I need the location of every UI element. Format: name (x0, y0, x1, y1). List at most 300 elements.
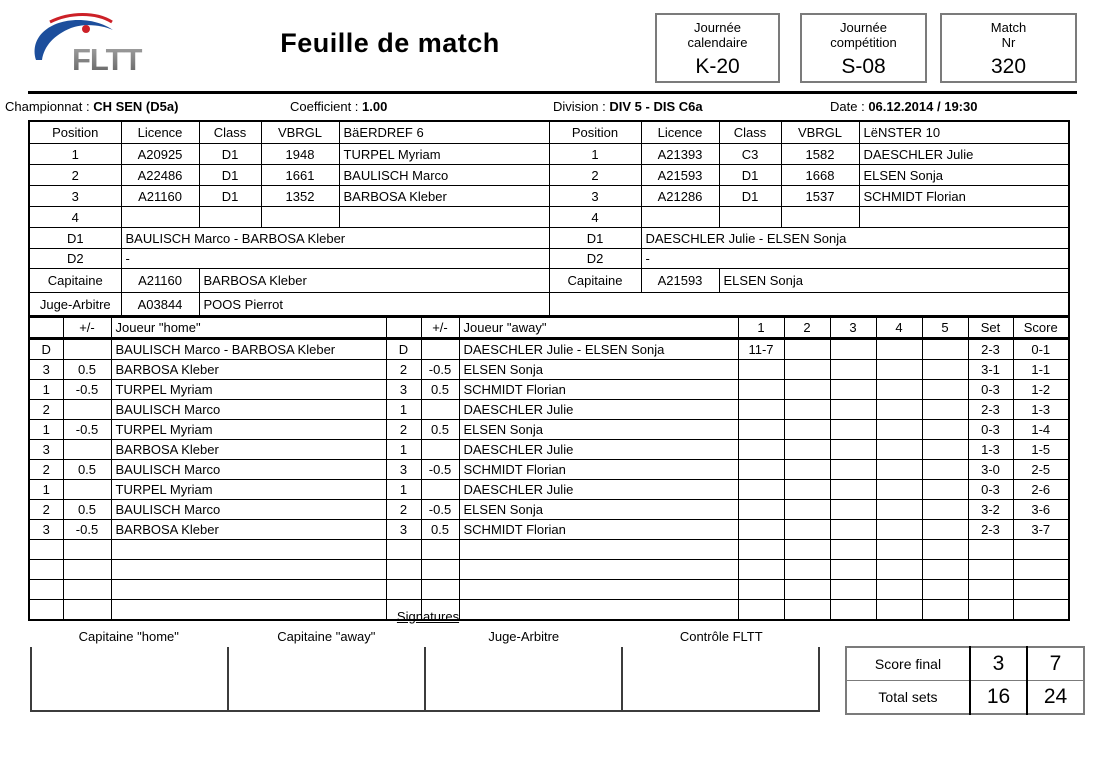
match-home-position: 2 (29, 500, 63, 520)
match-empty-cell (876, 600, 922, 621)
away-capitaine-licence: A21593 (641, 269, 719, 293)
match-empty-cell (29, 580, 63, 600)
match-away-player: DAESCHLER Julie (459, 400, 738, 420)
match-row (29, 440, 1069, 460)
away-capitaine-label: Capitaine (549, 269, 641, 293)
match-empty-cell (386, 540, 421, 560)
match-row (29, 400, 1069, 420)
division-field (553, 99, 703, 114)
match-away-position: 3 (386, 380, 421, 400)
roster-column-header: VBRGL (261, 121, 339, 144)
journee-competition-value: S-08 (841, 55, 886, 78)
match-game-4 (876, 339, 922, 360)
match-home-handicap (63, 440, 111, 460)
signatures-title: Signatures (396, 609, 460, 624)
match-game-2 (784, 480, 830, 500)
roster-column-header: Licence (641, 121, 719, 144)
match-empty-cell (111, 560, 386, 580)
journee-calendaire-box (655, 13, 780, 83)
home-player-position: 3 (29, 186, 121, 207)
home-player-licence: A22486 (121, 165, 199, 186)
match-game-3 (830, 500, 876, 520)
match-empty-cell (922, 580, 968, 600)
match-home-position: 2 (29, 460, 63, 480)
match-row (29, 500, 1069, 520)
match-empty-cell (784, 540, 830, 560)
score-final-label: Score final (846, 647, 970, 681)
total-sets-label: Total sets (846, 681, 970, 715)
match-away-position: 3 (386, 460, 421, 480)
coefficient-field (290, 99, 387, 114)
match-nr-box (940, 13, 1077, 83)
match-home-position: 3 (29, 440, 63, 460)
match-home-player: TURPEL Myriam (111, 380, 386, 400)
match-header-away: Joueur "away" (459, 316, 738, 339)
match-empty-row (29, 580, 1069, 600)
roster-header-row (29, 121, 1069, 144)
header-divider (28, 91, 1077, 94)
away-player-name: DAESCHLER Julie (859, 144, 1069, 165)
roster-player-row (29, 207, 1069, 228)
match-game-1 (738, 360, 784, 380)
match-score: 3-7 (1013, 520, 1069, 540)
match-home-handicap (63, 480, 111, 500)
match-empty-cell (830, 560, 876, 580)
match-home-handicap (63, 400, 111, 420)
roster-column-header: Class (199, 121, 261, 144)
match-set: 2-3 (968, 400, 1013, 420)
match-away-player: SCHMIDT Florian (459, 380, 738, 400)
match-empty-cell (830, 580, 876, 600)
match-away-position: D (386, 339, 421, 360)
match-game-5 (922, 339, 968, 360)
match-away-position: 2 (386, 360, 421, 380)
match-set: 2-3 (968, 520, 1013, 540)
match-score: 0-1 (1013, 339, 1069, 360)
match-empty-cell (459, 560, 738, 580)
match-empty-cell (922, 600, 968, 621)
home-capitaine-licence: A21160 (121, 269, 199, 293)
match-home-position: 1 (29, 420, 63, 440)
match-home-position: D (29, 339, 63, 360)
match-set: 1-3 (968, 440, 1013, 460)
roster-player-row (29, 186, 1069, 207)
roster-empty-cell (549, 293, 1069, 318)
match-game-2 (784, 440, 830, 460)
match-game-2 (784, 460, 830, 480)
match-empty-cell (29, 560, 63, 580)
match-game-4 (876, 500, 922, 520)
match-header-game-2: 2 (784, 316, 830, 339)
home-player-class: D1 (199, 186, 261, 207)
match-game-4 (876, 480, 922, 500)
journee-competition-box (800, 13, 927, 83)
box-label-line: Match (990, 20, 1027, 35)
match-empty-cell (968, 540, 1013, 560)
match-empty-cell (386, 580, 421, 600)
match-game-4 (876, 440, 922, 460)
match-home-handicap: -0.5 (63, 420, 111, 440)
match-empty-cell (421, 540, 459, 560)
match-empty-cell (876, 560, 922, 580)
away-player-name: SCHMIDT Florian (859, 186, 1069, 207)
home-player-vbrgl: 1948 (261, 144, 339, 165)
match-away-handicap (421, 400, 459, 420)
match-set: 3-2 (968, 500, 1013, 520)
home-capitaine-name: BARBOSA Kleber (199, 269, 549, 293)
home-player-class: D1 (199, 165, 261, 186)
match-table (28, 315, 1070, 621)
home-player-licence: A20925 (121, 144, 199, 165)
championnat-field (5, 99, 178, 114)
match-empty-cell (459, 580, 738, 600)
match-header-row (29, 316, 1069, 339)
match-empty-cell (459, 540, 738, 560)
match-empty-cell (968, 580, 1013, 600)
match-set: 3-0 (968, 460, 1013, 480)
match-empty-cell (1013, 580, 1069, 600)
match-header-score: Score (1013, 316, 1069, 339)
away-player-class: C3 (719, 144, 781, 165)
roster-column-header: VBRGL (781, 121, 859, 144)
match-home-player: BAULISCH Marco (111, 500, 386, 520)
match-game-4 (876, 520, 922, 540)
match-empty-cell (29, 540, 63, 560)
match-empty-cell (421, 560, 459, 580)
away-d2-pair: - (641, 249, 1069, 269)
match-away-player: ELSEN Sonja (459, 500, 738, 520)
controle-fltt-signature-label: Contrôle FLTT (679, 629, 763, 644)
match-score: 1-1 (1013, 360, 1069, 380)
match-home-player: BAULISCH Marco - BARBOSA Kleber (111, 339, 386, 360)
match-away-handicap (421, 440, 459, 460)
date-field (830, 99, 977, 114)
home-player-position: 1 (29, 144, 121, 165)
away-d1-label: D1 (549, 228, 641, 249)
match-away-position: 2 (386, 500, 421, 520)
away-player-name (859, 207, 1069, 228)
match-empty-cell (111, 580, 386, 600)
match-game-3 (830, 339, 876, 360)
match-game-5 (922, 360, 968, 380)
capitaine-away-signature-box (227, 647, 424, 710)
match-row (29, 360, 1069, 380)
match-game-2 (784, 520, 830, 540)
away-player-vbrgl: 1668 (781, 165, 859, 186)
match-score: 2-5 (1013, 460, 1069, 480)
match-home-position: 1 (29, 380, 63, 400)
away-player-position: 2 (549, 165, 641, 186)
match-home-player: BARBOSA Kleber (111, 360, 386, 380)
match-home-position: 2 (29, 400, 63, 420)
match-empty-cell (830, 600, 876, 621)
match-away-handicap: -0.5 (421, 500, 459, 520)
match-empty-cell (738, 540, 784, 560)
away-player-name: ELSEN Sonja (859, 165, 1069, 186)
home-player-vbrgl: 1661 (261, 165, 339, 186)
match-header-game-1: 1 (738, 316, 784, 339)
box-label-line: Journée (694, 20, 741, 35)
home-capitaine-label: Capitaine (29, 269, 121, 293)
away-d2-label: D2 (549, 249, 641, 269)
box-label-line: Journée (840, 20, 887, 35)
match-empty-cell (1013, 540, 1069, 560)
match-game-3 (830, 420, 876, 440)
match-nr-value: 320 (990, 55, 1027, 78)
match-game-5 (922, 500, 968, 520)
match-row (29, 380, 1069, 400)
fltt-logo-graphic (28, 10, 148, 72)
match-game-5 (922, 480, 968, 500)
score-final-home: 3 (970, 647, 1027, 681)
match-game-1 (738, 500, 784, 520)
signature-boxes (30, 647, 820, 712)
match-game-5 (922, 440, 968, 460)
match-away-handicap: -0.5 (421, 360, 459, 380)
roster-player-row (29, 144, 1069, 165)
roster-capitaine-row (29, 269, 1069, 293)
match-row (29, 339, 1069, 360)
away-player-class: D1 (719, 186, 781, 207)
away-player-class: D1 (719, 165, 781, 186)
championnat-label: Championnat : (5, 99, 90, 114)
match-header-game-5: 5 (922, 316, 968, 339)
home-player-class (199, 207, 261, 228)
box-label-line: compétition (830, 35, 897, 50)
match-game-3 (830, 400, 876, 420)
match-home-handicap (63, 339, 111, 360)
division-label: Division : (553, 99, 606, 114)
juge-arbitre-signature-box (424, 647, 621, 710)
match-home-player: TURPEL Myriam (111, 420, 386, 440)
home-player-name (339, 207, 549, 228)
away-player-licence: A21286 (641, 186, 719, 207)
match-game-4 (876, 360, 922, 380)
match-game-1 (738, 380, 784, 400)
match-game-3 (830, 440, 876, 460)
match-empty-cell (968, 560, 1013, 580)
match-game-5 (922, 520, 968, 540)
logo-red-dot (82, 25, 90, 33)
match-game-5 (922, 460, 968, 480)
match-away-player: ELSEN Sonja (459, 360, 738, 380)
match-game-1: 11-7 (738, 339, 784, 360)
match-away-player: ELSEN Sonja (459, 420, 738, 440)
match-game-2 (784, 380, 830, 400)
box-label-line: calendaire (687, 35, 748, 50)
match-game-3 (830, 520, 876, 540)
match-empty-cell (876, 540, 922, 560)
away-capitaine-name: ELSEN Sonja (719, 269, 1069, 293)
match-away-player: SCHMIDT Florian (459, 520, 738, 540)
controle-fltt-signature-box (621, 647, 820, 710)
score-final-away: 7 (1027, 647, 1084, 681)
roster-column-header: Position (549, 121, 641, 144)
roster-table (28, 120, 1070, 318)
match-game-2 (784, 360, 830, 380)
home-player-position: 4 (29, 207, 121, 228)
match-game-1 (738, 480, 784, 500)
match-away-handicap: 0.5 (421, 380, 459, 400)
roster-double1-row (29, 228, 1069, 249)
match-home-player: TURPEL Myriam (111, 480, 386, 500)
journee-calendaire-value: K-20 (695, 55, 740, 78)
match-game-1 (738, 440, 784, 460)
match-score: 1-4 (1013, 420, 1069, 440)
match-home-player: BARBOSA Kleber (111, 520, 386, 540)
match-away-position: 1 (386, 440, 421, 460)
fltt-logo (28, 10, 148, 72)
match-set: 0-3 (968, 420, 1013, 440)
match-home-position: 3 (29, 360, 63, 380)
match-score: 1-2 (1013, 380, 1069, 400)
match-away-position: 2 (386, 420, 421, 440)
match-empty-cell (63, 540, 111, 560)
match-row (29, 460, 1069, 480)
home-d2-label: D2 (29, 249, 121, 269)
match-game-1 (738, 420, 784, 440)
match-game-1 (738, 400, 784, 420)
away-player-vbrgl (781, 207, 859, 228)
match-empty-row (29, 540, 1069, 560)
match-home-position: 3 (29, 520, 63, 540)
total-sets-home: 16 (970, 681, 1027, 715)
match-empty-cell (922, 560, 968, 580)
match-away-player: SCHMIDT Florian (459, 460, 738, 480)
away-player-vbrgl: 1582 (781, 144, 859, 165)
match-home-handicap: -0.5 (63, 380, 111, 400)
away-player-vbrgl: 1537 (781, 186, 859, 207)
match-away-handicap (421, 339, 459, 360)
match-empty-cell (830, 540, 876, 560)
page-title: Feuille de match (280, 28, 500, 58)
home-player-class: D1 (199, 144, 261, 165)
match-score: 1-3 (1013, 400, 1069, 420)
match-home-handicap: 0.5 (63, 460, 111, 480)
match-set: 2-3 (968, 339, 1013, 360)
match-empty-row (29, 560, 1069, 580)
capitaine-home-signature-box (30, 647, 227, 710)
total-sets-row (846, 681, 1084, 715)
roster-column-header: Position (29, 121, 121, 144)
date-label: Date : (830, 99, 865, 114)
date-value: 06.12.2014 / 19:30 (868, 99, 978, 114)
match-header-blank (29, 316, 63, 339)
match-home-position: 1 (29, 480, 63, 500)
juge-arbitre-name: POOS Pierrot (199, 293, 549, 318)
roster-column-header: Licence (121, 121, 199, 144)
championnat-value: CH SEN (D5a) (93, 99, 179, 114)
home-player-vbrgl (261, 207, 339, 228)
match-game-1 (738, 520, 784, 540)
match-header-home: Joueur "home" (111, 316, 386, 339)
away-player-position: 4 (549, 207, 641, 228)
match-home-handicap: -0.5 (63, 520, 111, 540)
away-d1-pair: DAESCHLER Julie - ELSEN Sonja (641, 228, 1069, 249)
home-player-name: BARBOSA Kleber (339, 186, 549, 207)
totals-table (845, 646, 1085, 715)
match-row (29, 480, 1069, 500)
match-empty-cell (968, 600, 1013, 621)
match-set: 3-1 (968, 360, 1013, 380)
match-away-position: 1 (386, 480, 421, 500)
match-game-3 (830, 460, 876, 480)
home-player-name: BAULISCH Marco (339, 165, 549, 186)
match-empty-cell (1013, 600, 1069, 621)
match-score: 3-6 (1013, 500, 1069, 520)
match-empty-cell (784, 560, 830, 580)
juge-arbitre-signature-label: Juge-Arbitre (488, 629, 560, 644)
total-sets-away: 24 (1027, 681, 1084, 715)
match-game-2 (784, 500, 830, 520)
match-home-player: BARBOSA Kleber (111, 440, 386, 460)
match-game-3 (830, 380, 876, 400)
juge-arbitre-label: Juge-Arbitre (29, 293, 121, 318)
match-home-handicap: 0.5 (63, 500, 111, 520)
match-row (29, 420, 1069, 440)
coefficient-value: 1.00 (362, 99, 388, 114)
match-game-2 (784, 420, 830, 440)
home-d1-label: D1 (29, 228, 121, 249)
match-empty-cell (421, 580, 459, 600)
match-away-player: DAESCHLER Julie (459, 480, 738, 500)
match-game-2 (784, 400, 830, 420)
juge-arbitre-licence: A03844 (121, 293, 199, 318)
match-game-4 (876, 400, 922, 420)
division-value: DIV 5 - DIS C6a (609, 99, 703, 114)
match-game-5 (922, 400, 968, 420)
match-score: 1-5 (1013, 440, 1069, 460)
match-away-player: DAESCHLER Julie (459, 440, 738, 460)
match-away-handicap (421, 480, 459, 500)
home-d2-pair: - (121, 249, 549, 269)
match-home-player: BAULISCH Marco (111, 460, 386, 480)
match-header-game-4: 4 (876, 316, 922, 339)
home-player-position: 2 (29, 165, 121, 186)
match-empty-cell (63, 560, 111, 580)
coefficient-label: Coefficient : (290, 99, 359, 114)
match-home-player: BAULISCH Marco (111, 400, 386, 420)
match-away-position: 3 (386, 520, 421, 540)
match-game-4 (876, 380, 922, 400)
home-team-name: BäERDREF 6 (339, 121, 549, 144)
away-player-position: 1 (549, 144, 641, 165)
match-away-position: 1 (386, 400, 421, 420)
match-game-3 (830, 480, 876, 500)
match-game-5 (922, 420, 968, 440)
match-empty-cell (738, 560, 784, 580)
score-final-row (846, 647, 1084, 681)
match-header-plusminus: +/- (63, 316, 111, 339)
signature-labels (30, 629, 820, 644)
match-header-set: Set (968, 316, 1013, 339)
match-header-blank (386, 316, 421, 339)
home-player-name: TURPEL Myriam (339, 144, 549, 165)
match-game-3 (830, 360, 876, 380)
away-player-licence (641, 207, 719, 228)
box-label-line: Nr (1001, 35, 1016, 50)
capitaine-home-signature-label: Capitaine "home" (78, 629, 179, 644)
logo-text: FLTT (72, 42, 142, 72)
match-away-player: DAESCHLER Julie - ELSEN Sonja (459, 339, 738, 360)
roster-column-header: Class (719, 121, 781, 144)
match-game-1 (738, 460, 784, 480)
match-game-4 (876, 420, 922, 440)
home-d1-pair: BAULISCH Marco - BARBOSA Kleber (121, 228, 549, 249)
away-player-class (719, 207, 781, 228)
match-away-handicap: 0.5 (421, 520, 459, 540)
match-set: 0-3 (968, 480, 1013, 500)
